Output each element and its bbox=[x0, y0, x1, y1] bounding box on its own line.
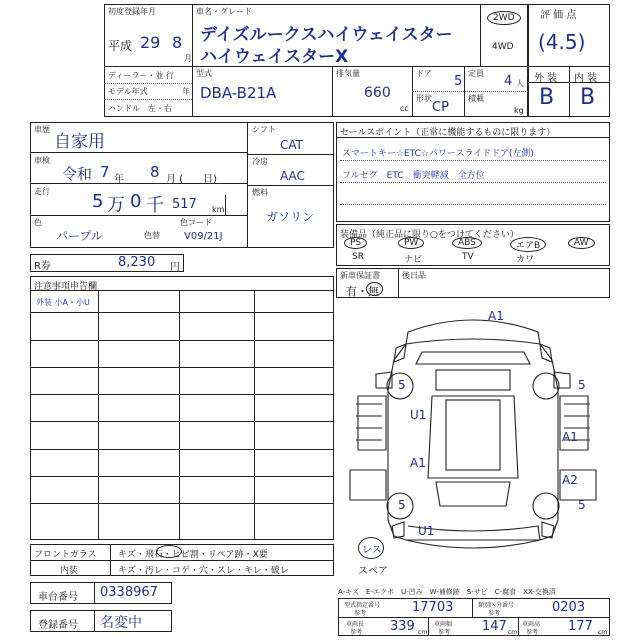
mark-rear-u1: U1 bbox=[418, 524, 435, 538]
model-year-label: モデル年式 bbox=[108, 87, 148, 96]
height-label: 車両高 bbox=[522, 621, 541, 628]
mark-left-a1: A1 bbox=[410, 456, 426, 470]
recycle-unit: 円 bbox=[170, 262, 180, 273]
model-no-label: 型式指定番号 bbox=[344, 602, 381, 609]
width-unit: cm bbox=[508, 629, 518, 636]
notes-line1: 外装 小A・小U bbox=[36, 298, 90, 307]
exterior-label: 外 装 bbox=[534, 73, 558, 84]
equip-tv: TV bbox=[462, 252, 474, 262]
height-ref: 参考 bbox=[526, 629, 539, 636]
frame-no-value: 0338967 bbox=[100, 585, 158, 600]
mark-front-a1: A1 bbox=[488, 309, 504, 323]
displacement-unit: cc bbox=[400, 104, 409, 113]
shape-label: 形状 bbox=[416, 94, 432, 103]
model-no-value: 17703 bbox=[412, 600, 454, 615]
mark-rear-right-wheel: 5 bbox=[578, 498, 586, 512]
length-value: 339 bbox=[390, 619, 415, 634]
warranty-value: 有・無 bbox=[346, 285, 379, 298]
damage-legend: A-キズ E-エクボ U-凹み W-補修跡 S-サビ C-腐食 XX-交換済 bbox=[338, 588, 556, 596]
inspection-year: 7 bbox=[100, 163, 110, 181]
load-label: 積載 bbox=[468, 94, 484, 103]
use-value: 自家用 bbox=[54, 132, 105, 152]
width-label: 車両幅 bbox=[434, 621, 453, 628]
shift-label: シフト bbox=[252, 125, 276, 134]
front-glass-value: キズ・飛石・ヒビ割・リペア跡・X要 bbox=[118, 550, 268, 560]
load-unit: kg bbox=[514, 106, 524, 115]
fuel-label: 燃料 bbox=[252, 188, 268, 197]
inspection-label: 車検 bbox=[34, 156, 50, 165]
reg-no-label: 登録番号 bbox=[38, 620, 78, 631]
interior-cond-value: キズ・汚レ・コゲ・穴・スレ・キレ・破レ bbox=[118, 566, 289, 576]
ac-value: AAC bbox=[280, 169, 305, 183]
fuel-value: ガソリン bbox=[266, 210, 315, 224]
warranty-none-circle bbox=[366, 282, 383, 296]
first-reg-month: 8 bbox=[172, 33, 183, 52]
car-name-line1: デイズルークスハイウェイスター bbox=[200, 25, 453, 45]
color-code-label: 色コード bbox=[180, 218, 212, 227]
model-year-unit: 年 bbox=[182, 87, 190, 96]
capacity-label: 定員 bbox=[468, 69, 484, 78]
dealer-label: ディーラー・並 行 bbox=[108, 71, 174, 80]
front-glass-stonechip-circle bbox=[156, 545, 182, 558]
mileage-label: 走行 bbox=[34, 187, 50, 196]
first-reg-label: 初度登録年月 bbox=[108, 7, 156, 16]
model-no-ref: 参考 bbox=[354, 610, 367, 617]
mark-right-a2: A2 bbox=[562, 473, 578, 487]
mark-front-right-wheel: 5 bbox=[578, 378, 586, 392]
shape-value: CP bbox=[432, 100, 449, 115]
color-code-value: V09/21J bbox=[184, 231, 223, 242]
class-no-label: 類別区分番号 bbox=[478, 602, 515, 609]
inspection-month: 8 bbox=[150, 163, 160, 181]
reg-no-value: 名変中 bbox=[100, 615, 142, 631]
frame-no-label: 車台番号 bbox=[38, 592, 78, 603]
front-glass-label: フロントガラス bbox=[34, 550, 97, 560]
sales-point-line1: スマートキー☆ETC☆パワースライドドア(左側) bbox=[342, 149, 534, 159]
length-ref: 参考 bbox=[350, 629, 363, 636]
recycle-frame bbox=[30, 254, 184, 272]
mark-front-left-wheel: 5 bbox=[398, 378, 406, 392]
equip-sr: SR bbox=[352, 252, 364, 262]
displacement-label: 排気量 bbox=[336, 69, 360, 78]
inspection-day-label: 月 ( 日) bbox=[166, 174, 217, 185]
displacement-value: 660 bbox=[364, 85, 391, 101]
class-no-value: 0203 bbox=[552, 600, 586, 615]
sales-point-label: セールスポイント（正常に機能するものに限ります） bbox=[340, 128, 556, 138]
year-unit: 年 bbox=[114, 174, 124, 185]
recycle-label: R券 bbox=[34, 261, 51, 272]
sales-point-line2: フルセグ ETC 衝突軽減 全方位 bbox=[342, 171, 485, 181]
height-value: 177 bbox=[568, 619, 593, 634]
use-label: 車歴 bbox=[34, 125, 50, 134]
width-ref: 参考 bbox=[438, 629, 451, 636]
after-items-label: 後日品 bbox=[402, 271, 426, 280]
car-name-line2: ハイウェイスターX bbox=[200, 47, 349, 67]
mileage-man-unit: 万 bbox=[107, 195, 125, 216]
score-label: 評 価 点 bbox=[540, 10, 577, 21]
shift-value: CAT bbox=[280, 138, 303, 152]
drive-2wd-circled: 2WD bbox=[487, 11, 521, 25]
equip-leather: カワ bbox=[516, 255, 535, 265]
equip-ps-circled: PS bbox=[344, 237, 367, 249]
first-reg-year: 29 bbox=[140, 33, 161, 52]
door-label: ドア bbox=[416, 69, 432, 78]
color-label: 色 bbox=[34, 218, 42, 227]
car-name-label: 車名・グレード bbox=[196, 7, 252, 16]
mileage-man: 5 bbox=[92, 191, 104, 212]
handle-label: ハンドル 左・右 bbox=[108, 104, 172, 113]
door-value: 5 bbox=[454, 74, 463, 89]
month-unit: 月 bbox=[184, 54, 192, 63]
class-no-ref: 参考 bbox=[488, 610, 501, 617]
mileage-sen-unit: 千 bbox=[146, 195, 164, 216]
mileage-sen: 0 bbox=[130, 191, 142, 212]
drive-4wd: 4WD bbox=[492, 42, 514, 52]
equip-airbag-circled: エアB bbox=[510, 237, 546, 252]
equipment-label: 装備品（純正品に限り○をつけてください） bbox=[340, 230, 519, 240]
spare-less: レス bbox=[362, 545, 382, 556]
first-reg-era: 平成 bbox=[108, 39, 133, 53]
notes-frame bbox=[30, 276, 334, 540]
mark-left-u1: U1 bbox=[410, 408, 427, 422]
color-value: パープル bbox=[56, 229, 103, 243]
mark-rear-left-wheel: 5 bbox=[398, 498, 406, 512]
height-unit: cm bbox=[598, 629, 608, 636]
interior-grade: B bbox=[580, 85, 596, 110]
color-no-label: 色替 bbox=[144, 231, 160, 240]
recycle-value: 8,230 bbox=[118, 255, 156, 270]
equip-pw-circled: PW bbox=[398, 237, 424, 249]
mileage-unit: km bbox=[212, 205, 225, 214]
spare-label: スペア bbox=[358, 566, 388, 577]
mileage-rest: 517 bbox=[172, 197, 197, 212]
capacity-unit: 人 bbox=[516, 79, 524, 88]
inspection-era: 令和 bbox=[62, 165, 93, 183]
interior-cond-label: 内装 bbox=[60, 566, 79, 576]
warranty-label: 新車保証書 bbox=[340, 271, 380, 280]
notes-label: 注意事項申告欄 bbox=[34, 282, 98, 292]
equip-aw-circled: AW bbox=[568, 237, 595, 249]
ac-label: 冷房 bbox=[252, 157, 268, 166]
exterior-grade: B bbox=[539, 85, 555, 110]
mark-right-a1: A1 bbox=[562, 430, 578, 444]
width-value: 147 bbox=[482, 619, 507, 634]
equip-navi: ナビ bbox=[404, 255, 423, 265]
interior-label: 内 装 bbox=[574, 73, 598, 84]
model-type-label: 型式 bbox=[196, 69, 212, 78]
length-label: 車両長 bbox=[346, 621, 365, 628]
equip-abs-circled: ABS bbox=[452, 237, 482, 249]
score-value: (4.5) bbox=[538, 30, 586, 54]
capacity-value: 4 bbox=[504, 74, 513, 89]
length-unit: cm bbox=[418, 629, 428, 636]
model-type-value: DBA-B21A bbox=[200, 84, 277, 102]
